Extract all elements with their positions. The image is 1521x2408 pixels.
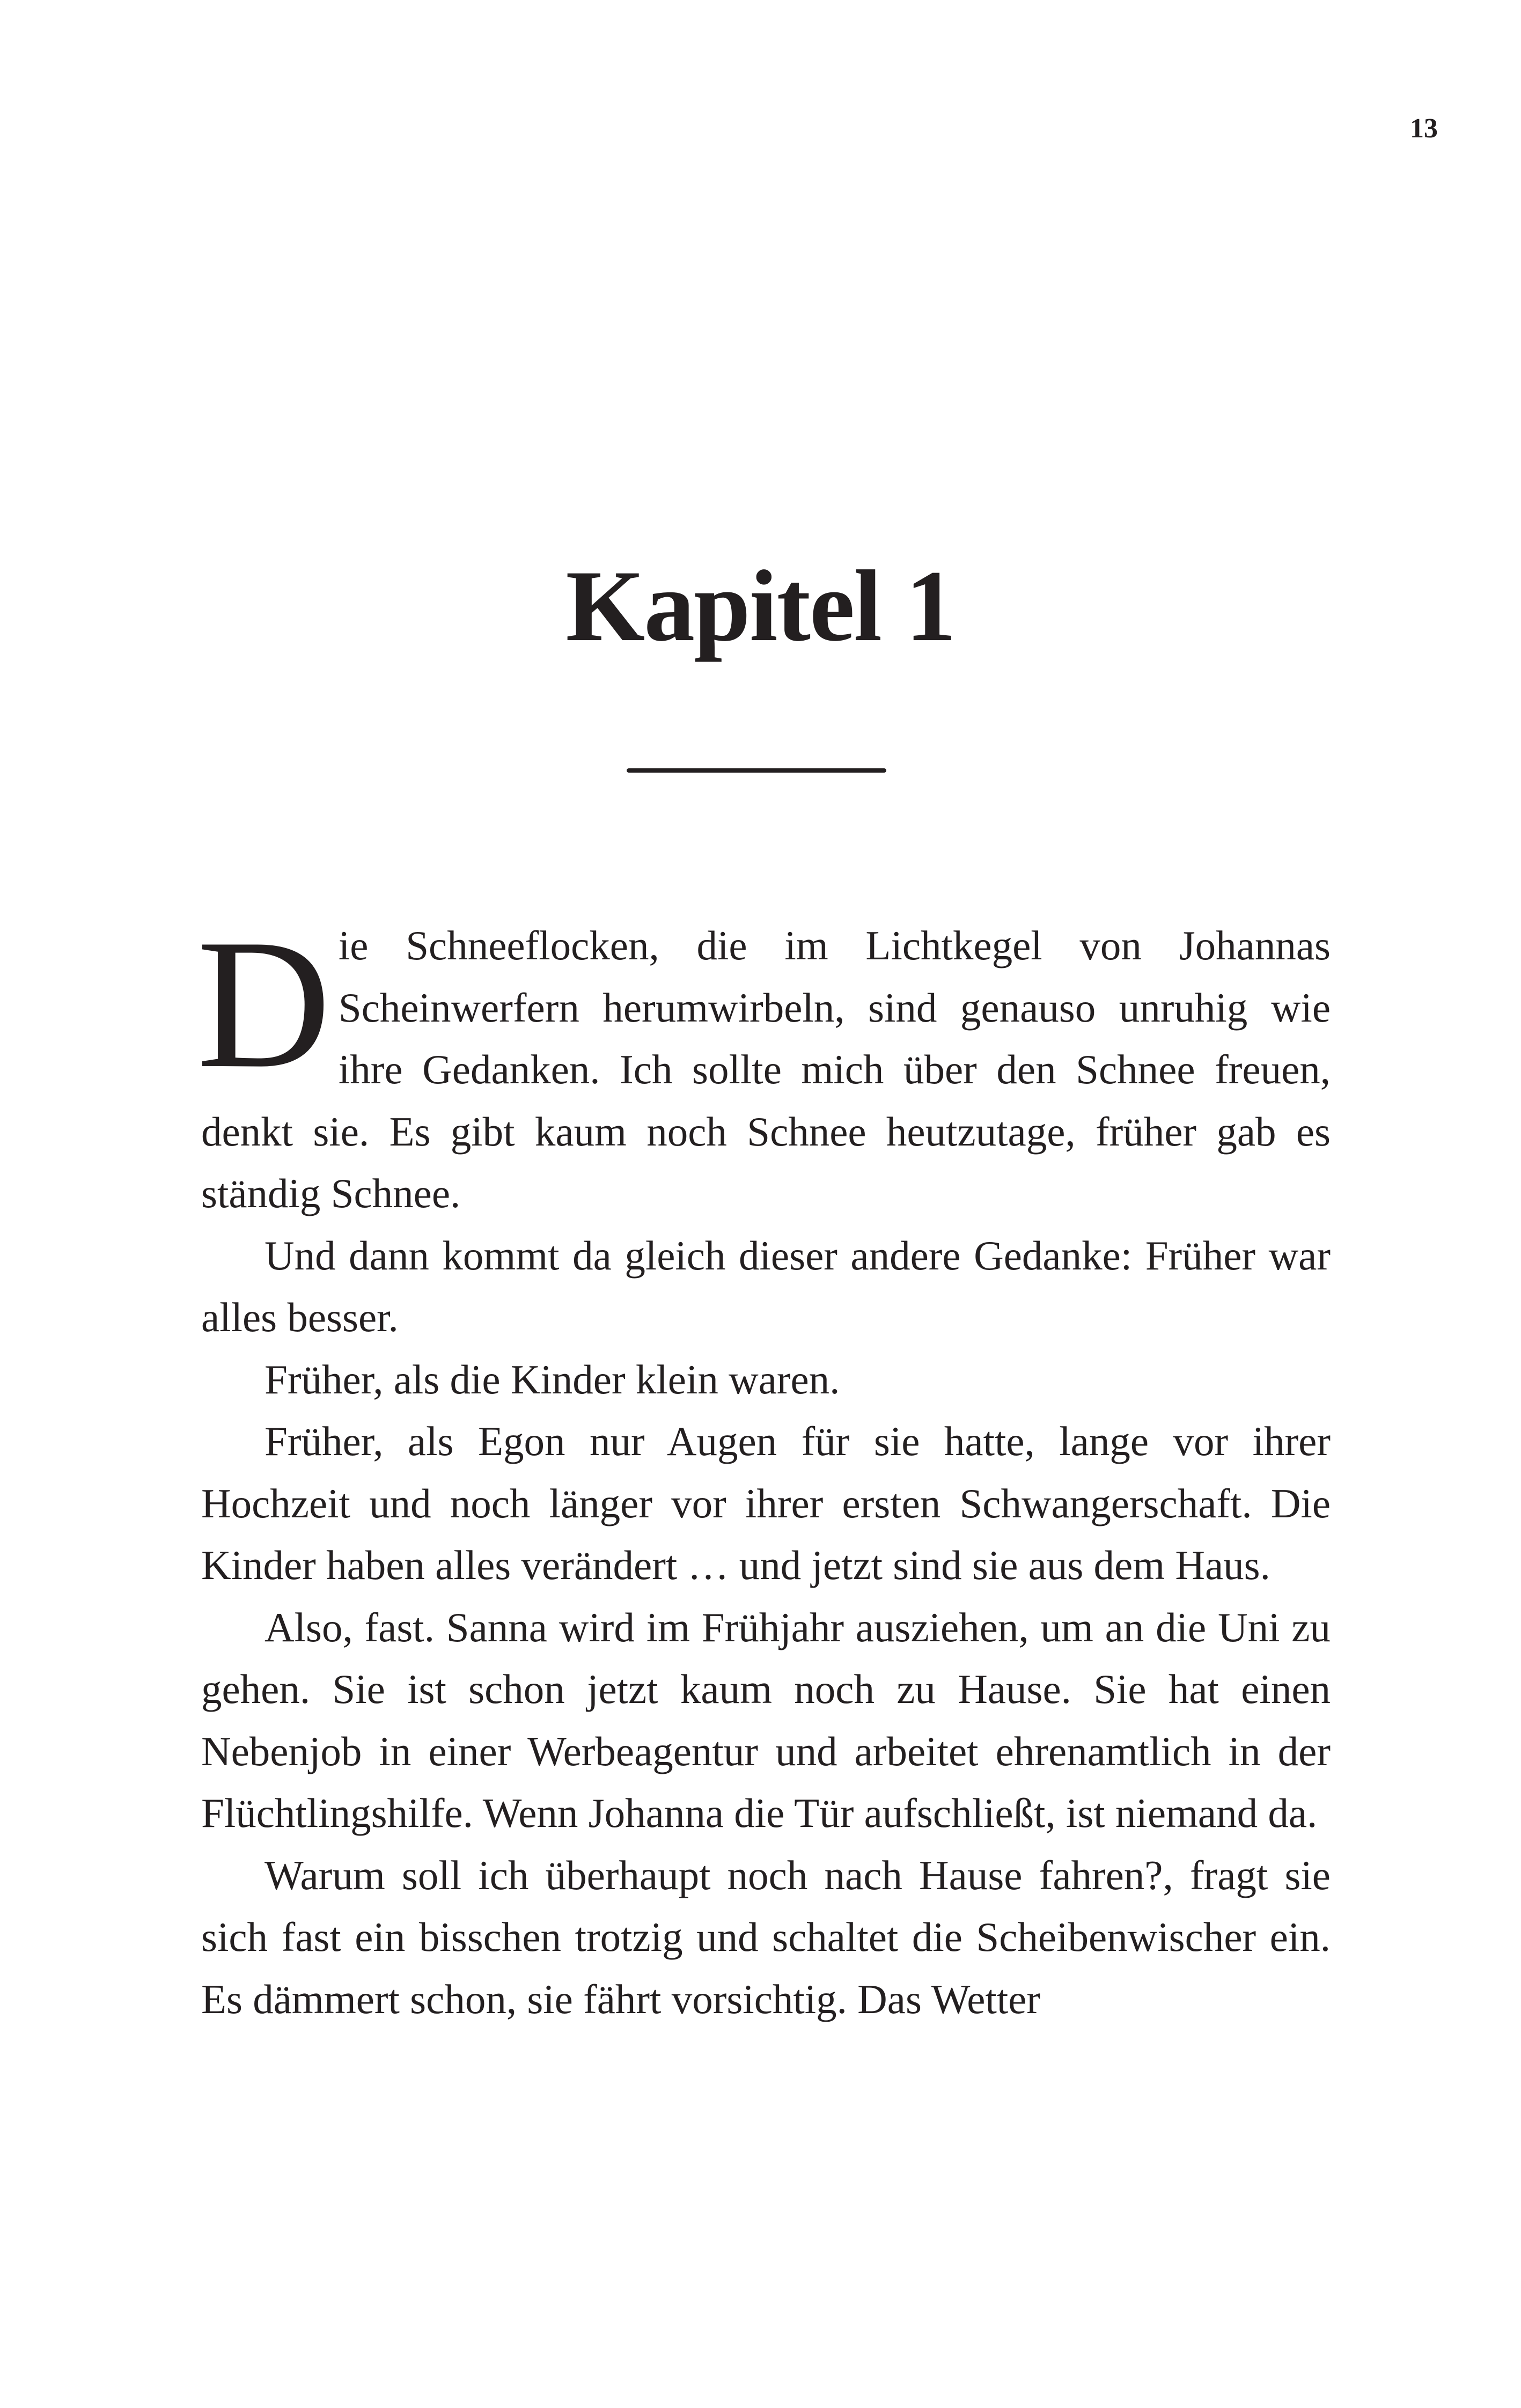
chapter-title: Kapitel 1 bbox=[565, 550, 956, 663]
page-number: 13 bbox=[1410, 113, 1438, 144]
paragraph-1 bbox=[197, 901, 1331, 1225]
paragraph-2: Und dann kommt da gleich dieser andere Gedanke: Früher war alles besser. bbox=[201, 1232, 1331, 1340]
paragraph-3: Früher, als die Kinder klein waren. bbox=[264, 1356, 840, 1403]
chapter-divider bbox=[627, 768, 886, 773]
paragraph-5: Also, fast. Sanna wird im Frühjahr ausziehen, um an die Uni zu gehen. Sie ist schon jetzt kaum noch zu Hause. Sie hat einen Nebenjob in einer Werbeagentur und arbeitet ehrenamtlich in der Flüchtlingshilfe. Wenn Johanna die Tür aufschließt, ist niemand da. bbox=[201, 1604, 1331, 1836]
paragraph-1-text: ie Schneeflocken, die im Lichtkegel von Johannas Scheinwerfern herumwirbeln, sind genauso unruhig wie ihre Gedanken. Ich sollte mich über den Schnee freuen, denkt sie. Es gibt kaum noch Schnee heutzutage, früher gab es ständig Schnee. bbox=[201, 922, 1331, 1216]
paragraph-4: Früher, als Egon nur Augen für sie hatte, lange vor ihrer Hochzeit und noch länger vor ihrer ersten Schwangerschaft. Die Kinder haben alles verändert … und jetzt sind sie aus dem Haus. bbox=[201, 1418, 1331, 1588]
paragraph-6: Warum soll ich überhaupt noch nach Hause fahren?, fragt sie sich fast ein bisschen trotzig und schaltet die Scheibenwischer ein. Es dämmert schon, sie fährt vorsichtig. Das Wetter bbox=[201, 1852, 1331, 2022]
drop-cap: D bbox=[197, 901, 331, 1106]
body-text bbox=[197, 901, 1331, 2030]
